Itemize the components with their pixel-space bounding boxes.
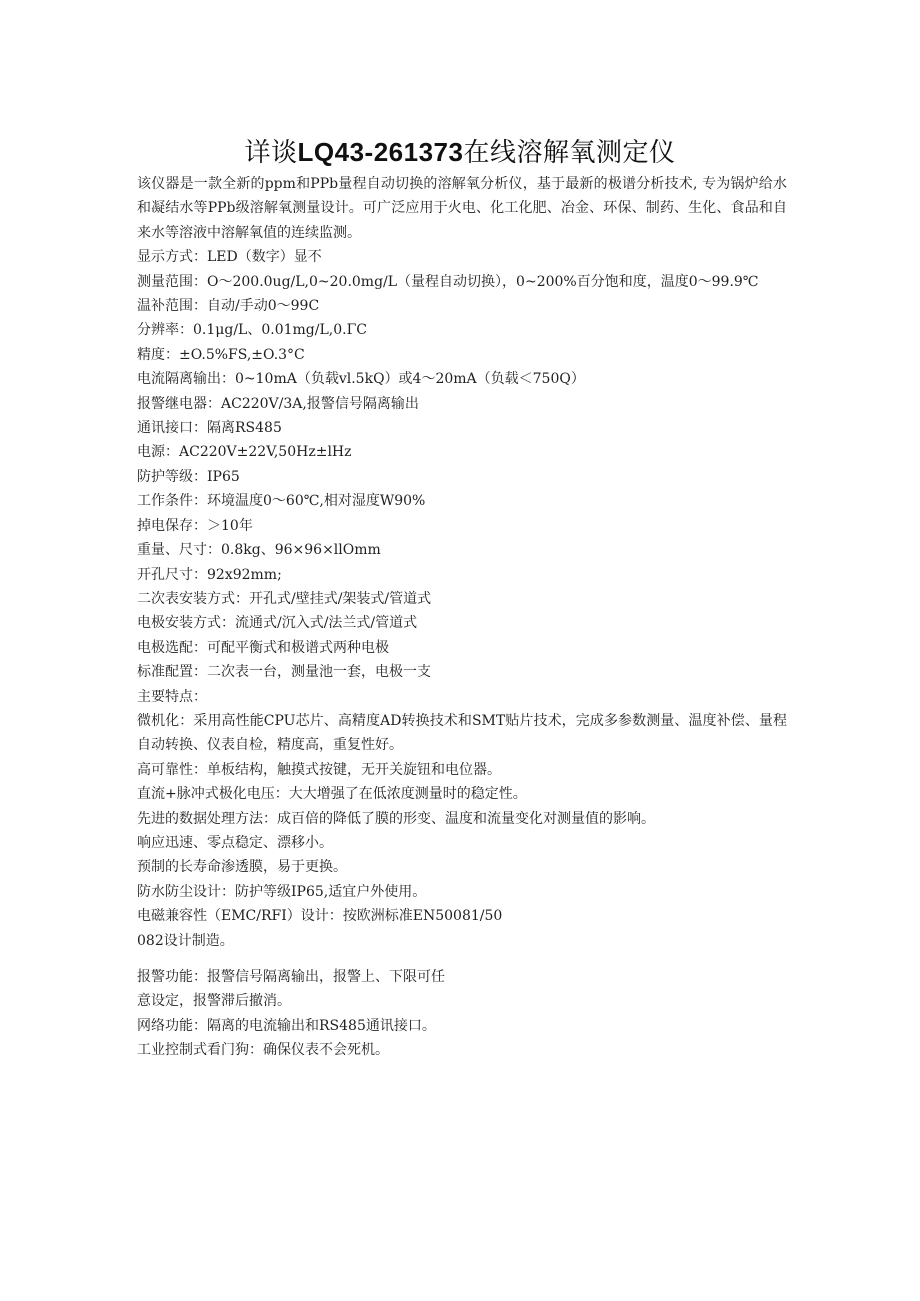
spec-measurement-range: 测量范围：O～200.0ug∕L,0~20.0mg∕L（量程自动切换），0~200%百分饱和度，温度0～99.9℃ (137, 273, 759, 290)
spec-power-supply: 电源：AC220V±22V,50Hz±lHz (137, 444, 352, 461)
document-body (137, 172, 787, 1063)
spec-temp-compensation: 温补范围：自动/手动0～99C (137, 298, 320, 315)
feature-response: 响应迅速、零点稳定、漂移小。 (137, 834, 333, 851)
main-features-heading: 主要特点： (137, 688, 207, 705)
document-title (0, 134, 920, 171)
feature-data-processing: 先进的数据处理方法：成百倍的降低了膜的形变、温度和流量变化对测量值的影响。 (137, 810, 655, 827)
spec-protection-level: 防护等级：IP65 (137, 468, 240, 485)
feature-network: 网络功能：隔离的电流输出和RS485通讯接口。 (137, 1017, 436, 1034)
feature-alarm-line2: 意设定，报警滞后撤消。 (137, 993, 291, 1010)
feature-emc-line2: 082设计制造。 (137, 932, 234, 949)
spec-communication: 通讯接口：隔离RS485 (137, 420, 282, 437)
spec-standard-configuration: 标准配置：二次表一台，测量池一套，电极一支 (137, 664, 431, 681)
spec-transmitter-mounting: 二次表安装方式：开孔式/壁挂式/架装式/管道式 (137, 590, 432, 607)
spec-electrode-mounting: 电极安装方式：流通式/沉入式/法兰式/管道式 (137, 615, 418, 632)
feature-microcomputer: 微机化：采用高性能CPU芯片、高精度AD转换技术和SMT贴片技术，完成多参数测量、温度补偿、量程自动转换、仪表自检，精度高，重复性好。 (137, 712, 787, 754)
feature-waterproof: 防水防尘设计：防护等级IP65,适宜户外使用。 (137, 883, 427, 900)
spec-resolution: 分辨率：0.1μg∕L、0.01mg∕L,0.ΓC (137, 322, 367, 339)
spec-cutout-size: 开孔尺寸：92x92mm; (137, 566, 282, 583)
feature-watchdog: 工业控制式看门狗：确保仪表不会死机。 (137, 1042, 389, 1059)
feature-reliability: 高可靠性：单板结构，触摸式按键，无开关旋钮和电位器。 (137, 761, 501, 778)
spec-electrode-options: 电极选配：可配平衡式和极谱式两种电极 (137, 639, 389, 656)
feature-alarm-line1: 报警功能：报警信号隔离输出，报警上、下限可任 (137, 969, 445, 985)
spec-working-conditions: 工作条件：环境温度0～60℃,相对湿度W90% (137, 493, 426, 510)
spec-power-off-retention: 掉电保存：＞10年 (137, 517, 253, 534)
feature-polarization: 直流+脉冲式极化电压：大大增强了在低浓度测量时的稳定性。 (137, 786, 527, 803)
spec-alarm-relay: 报警继电器：AC220V/3A,报警信号隔离输出 (137, 395, 419, 412)
title-model: LQ43-261373 (297, 137, 464, 167)
title-suffix: 在线溶解氧测定仪 (463, 138, 676, 168)
title-prefix: 详谈 (244, 138, 298, 168)
spec-accuracy: 精度：±O.5%FS,±O.3°C (137, 346, 305, 363)
feature-emc-line1: 电磁兼容性（EMC/RFI）设计：按欧洲标准EN50081/50 (137, 908, 503, 925)
spec-weight-size: 重量、尺寸：0.8kg、96×96×llOmm (137, 542, 381, 559)
spec-current-output: 电流隔离输出：0~10mA（负载vl.5kQ）或4～20mA（负载＜750Q） (137, 371, 585, 388)
intro-paragraph: 该仪器是一款全新的ppm和PPb量程自动切换的溶解氧分析仪，基于最新的极谱分析技术, 专为锅炉给水和凝结水等PPb级溶解氧测量设计。可广泛应用于火电、化工化肥、冶金、环保、制药、生化、食品和自来水等溶液中溶解氧值的连续监测。 (137, 176, 787, 241)
spec-display-mode: 显示方式：LED（数字）显不 (137, 249, 322, 266)
feature-membrane: 预制的长寿命渗透膜，易于更换。 (137, 859, 347, 876)
